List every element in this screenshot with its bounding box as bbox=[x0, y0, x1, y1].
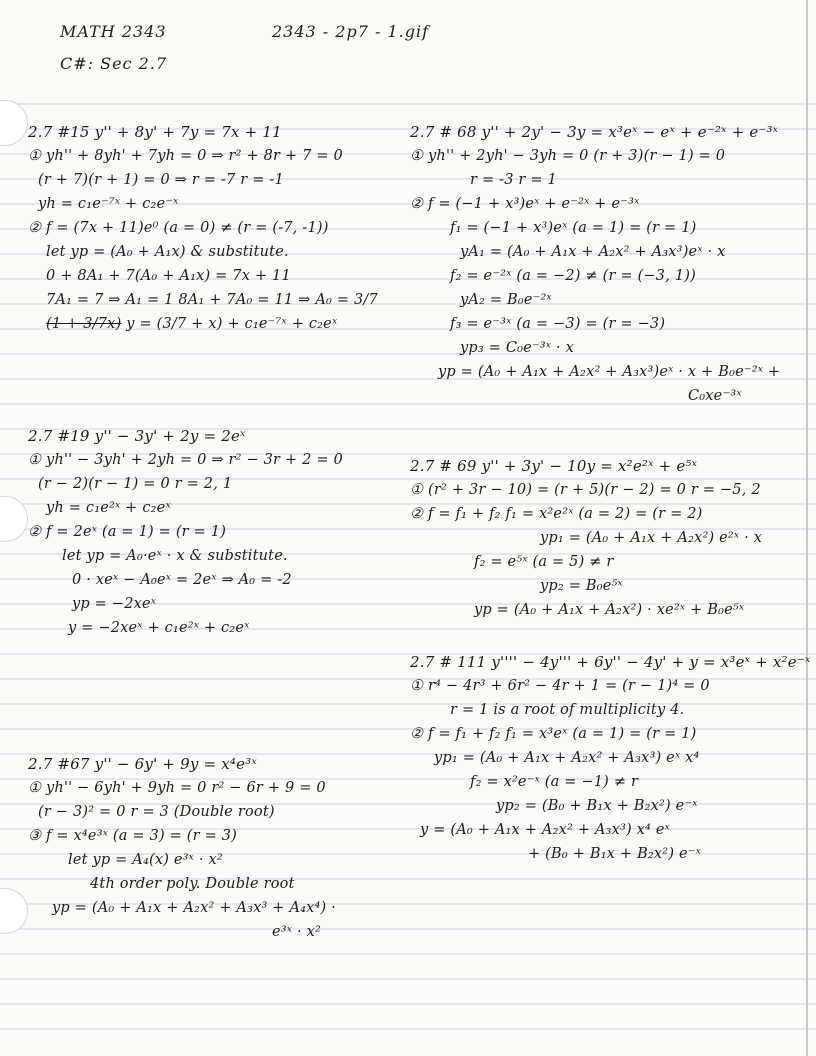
problem-69-line: yp₂ = B₀e⁵ˣ bbox=[540, 578, 623, 594]
problem-68-line: ② f = (−1 + x³)eˣ + e⁻²ˣ + e⁻³ˣ bbox=[410, 196, 640, 212]
problem-68-line: C₀xe⁻³ˣ bbox=[688, 388, 742, 404]
problem-15 bbox=[28, 120, 378, 336]
problem-68 bbox=[410, 120, 780, 408]
problem-67-line: e³ˣ · x² bbox=[272, 924, 321, 940]
problem-111-title: 2.7 # 111 y'''' − 4y''' + 6y'' − 4y' + y = x³eˣ + x²e⁻ˣ bbox=[410, 653, 811, 671]
problem-69 bbox=[410, 454, 762, 622]
problem-67-line: yp = (A₀ + A₁x + A₂x² + A₃x³ + A₄x⁴) · bbox=[52, 900, 337, 916]
problem-15-line: 7A₁ = 7 ⇒ A₁ = 1 8A₁ + 7A₀ = 11 ⇒ A₀ = 3/7 bbox=[46, 292, 378, 308]
problem-67-line: (r − 3)² = 0 r = 3 (Double root) bbox=[38, 804, 275, 820]
problem-19-line: 0 · xeˣ − A₀eˣ = 2eˣ ⇒ A₀ = -2 bbox=[72, 572, 292, 588]
problem-19-line: (r − 2)(r − 1) = 0 r = 2, 1 bbox=[38, 476, 233, 492]
problem-68-line: f₂ = e⁻²ˣ (a = −2) ≠ (r = (−3, 1)) bbox=[450, 268, 696, 284]
problem-19 bbox=[28, 424, 343, 640]
problem-69-line: ② f = f₁ + f₂ f₁ = x²e²ˣ (a = 2) = (r = 2) bbox=[410, 506, 703, 522]
problem-111-line: yp₁ = (A₀ + A₁x + A₂x² + A₃x³) eˣ x⁴ bbox=[434, 750, 700, 766]
problem-68-line: yp₃ = C₀e⁻³ˣ · x bbox=[460, 340, 574, 356]
struck-out-term: (1 + 3/7x) bbox=[46, 316, 122, 332]
problem-111-line: ① r⁴ − 4r³ + 6r² − 4r + 1 = (r − 1)⁴ = 0 bbox=[410, 678, 710, 694]
problem-67-line: 4th order poly. Double root bbox=[90, 876, 295, 892]
problem-68-title: 2.7 # 68 y'' + 2y' − 3y = x³eˣ − eˣ + e⁻²ˣ + e⁻³ˣ bbox=[410, 123, 779, 141]
problem-19-title: 2.7 #19 y'' − 3y' + 2y = 2eˣ bbox=[28, 427, 246, 445]
problem-15-line: 0 + 8A₁ + 7(A₀ + A₁x) = 7x + 11 bbox=[46, 268, 291, 284]
file-name: 2343 - 2p7 - 1.gif bbox=[272, 22, 430, 41]
problem-111-line: f₂ = x²e⁻ˣ (a = −1) ≠ r bbox=[470, 774, 639, 790]
problem-19-line: yp = −2xeˣ bbox=[72, 596, 157, 612]
problem-68-line: yA₂ = B₀e⁻²ˣ bbox=[460, 292, 552, 308]
problem-68-line: f₁ = (−1 + x³)eˣ (a = 1) = (r = 1) bbox=[450, 220, 697, 236]
problem-19-line: ① yh'' − 3yh' + 2yh = 0 ⇒ r² − 3r + 2 = 0 bbox=[28, 452, 343, 468]
problem-111 bbox=[410, 650, 811, 866]
problem-15-line: (r + 7)(r + 1) = 0 ⇒ r = -7 r = -1 bbox=[38, 172, 284, 188]
problem-68-line: yp = (A₀ + A₁x + A₂x² + A₃x³)eˣ · x + B₀e⁻²ˣ + bbox=[438, 364, 781, 380]
problem-15-line: yh = c₁e⁻⁷ˣ + c₂e⁻ˣ bbox=[38, 196, 179, 212]
problem-68-line: ① yh'' + 2yh' − 3yh = 0 (r + 3)(r − 1) = 0 bbox=[410, 148, 726, 164]
problem-111-line: ② f = f₁ + f₂ f₁ = x³eˣ (a = 1) = (r = 1) bbox=[410, 726, 697, 742]
problem-111-line: y = (A₀ + A₁x + A₂x² + A₃x³) x⁴ eˣ bbox=[420, 822, 671, 838]
problem-111-line: yp₂ = (B₀ + B₁x + B₂x²) e⁻ˣ bbox=[496, 798, 698, 814]
problem-111-answer: + (B₀ + B₁x + B₂x²) e⁻ˣ bbox=[528, 846, 701, 862]
problem-68-line: r = -3 r = 1 bbox=[470, 172, 557, 188]
problem-111-line: r = 1 is a root of multiplicity 4. bbox=[450, 702, 685, 718]
problem-19-line: ② f = 2eˣ (a = 1) = (r = 1) bbox=[28, 524, 227, 540]
problem-19-line: yh = c₁e²ˣ + c₂eˣ bbox=[46, 500, 171, 516]
page-edge bbox=[806, 0, 808, 1056]
problem-15-line: ② f = (7x + 11)e⁰ (a = 0) ≠ (r = (-7, -1)) bbox=[28, 220, 329, 236]
problem-69-title: 2.7 # 69 y'' + 3y' − 10y = x²e²ˣ + e⁵ˣ bbox=[410, 457, 698, 475]
problem-67 bbox=[28, 752, 336, 944]
problem-67-title: 2.7 #67 y'' − 6y' + 9y = x⁴e³ˣ bbox=[28, 755, 257, 773]
problem-68-line: f₃ = e⁻³ˣ (a = −3) = (r = −3) bbox=[450, 316, 666, 332]
problem-69-line: yp₁ = (A₀ + A₁x + A₂x²) e²ˣ · x bbox=[540, 530, 763, 546]
problem-15-title: 2.7 #15 y'' + 8y' + 7y = 7x + 11 bbox=[28, 123, 282, 141]
problem-15-answer: y = (3/7 + x) + c₁e⁻⁷ˣ + c₂eˣ bbox=[126, 316, 338, 332]
problem-19-answer: y = −2xeˣ + c₁e²ˣ + c₂eˣ bbox=[68, 620, 250, 636]
section-label: C#: Sec 2.7 bbox=[60, 54, 168, 73]
problem-19-line: let yp = A₀·eˣ · x & substitute. bbox=[62, 548, 288, 564]
problem-67-line: let yp = A₄(x) e³ˣ · x² bbox=[68, 852, 223, 868]
problem-68-line: yA₁ = (A₀ + A₁x + A₂x² + A₃x³)eˣ · x bbox=[460, 244, 726, 260]
problem-69-line: ① (r² + 3r − 10) = (r + 5)(r − 2) = 0 r = −5, 2 bbox=[410, 482, 761, 498]
problem-69-line: yp = (A₀ + A₁x + A₂x²) · xe²ˣ + B₀e⁵ˣ bbox=[474, 602, 745, 618]
problem-67-line: ③ f = x⁴e³ˣ (a = 3) = (r = 3) bbox=[28, 828, 238, 844]
problem-15-line: ① yh'' + 8yh' + 7yh = 0 ⇒ r² + 8r + 7 = 0 bbox=[28, 148, 343, 164]
problem-15-line: let yp = (A₀ + A₁x) & substitute. bbox=[46, 244, 289, 260]
problem-69-line: f₂ = e⁵ˣ (a = 5) ≠ r bbox=[474, 554, 614, 570]
problem-67-line: ① yh'' − 6yh' + 9yh = 0 r² − 6r + 9 = 0 bbox=[28, 780, 326, 796]
course-title: MATH 2343 bbox=[60, 22, 167, 41]
